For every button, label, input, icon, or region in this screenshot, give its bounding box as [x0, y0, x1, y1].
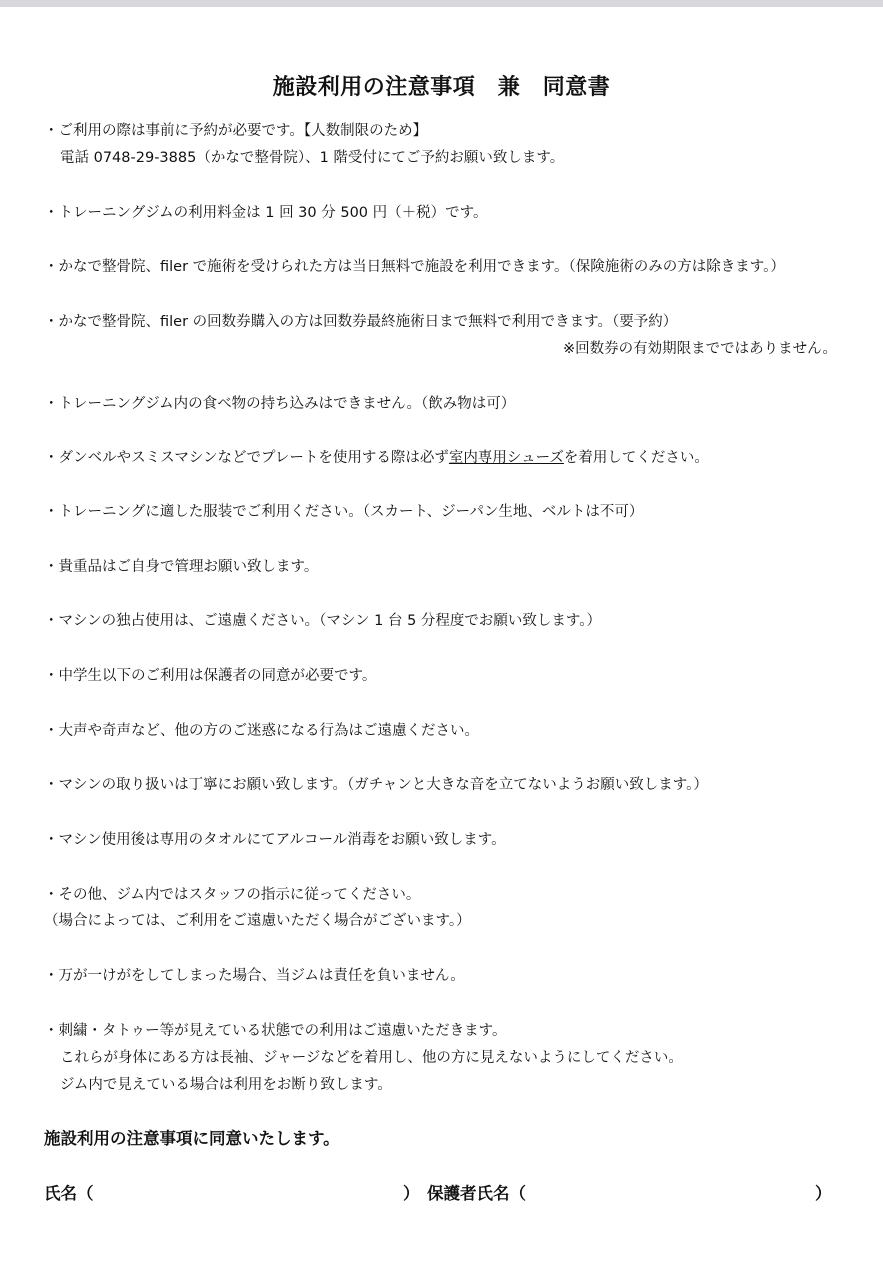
notice-shoes-before: ・ダンベルやスミスマシンなどでプレートを使用する際は必ず: [44, 450, 449, 466]
document-title: 施設利用の注意事項 兼 同意書: [272, 75, 611, 100]
notice-food: ・トレーニングジム内の食べ物の持ち込みはできません。（飲み物は可）: [44, 396, 516, 412]
notice-tattoo-cover: これらが身体にある方は長袖、ジャージなどを着用し、他の方に見えないようにしてください。: [60, 1050, 683, 1066]
notice-disinfect: ・マシン使用後は専用のタオルにてアルコール消毒をお願い致します。: [44, 832, 506, 848]
notice-minors: ・中学生以下のご利用は保護者の同意が必要です。: [44, 668, 377, 684]
notice-tattoo-refusal: ジム内で見えている場合は利用をお断り致します。: [60, 1077, 392, 1093]
notice-shoes-after: を着用してください。: [563, 450, 709, 466]
notice-staff: ・その他、ジム内ではスタッフの指示に従ってください。: [44, 887, 421, 903]
guardian-name-label: 保護者氏名（: [427, 1184, 526, 1203]
notice-valuables: ・貴重品はご自身で管理お願い致します。: [44, 559, 319, 575]
notice-injury: ・万が一けがをしてしまった場合、当ジムは責任を負いません。: [44, 968, 465, 984]
notice-staff-detail: （場合によっては、ご利用をご遠慮いただく場合がございます。）: [44, 913, 471, 929]
notice-machine-use: ・マシンの独占使用は、ご遠慮ください。（マシン 1 台 5 分程度でお願い致します。）: [44, 613, 601, 629]
notice-clothing: ・トレーニングに適した服装でご利用ください。（スカート、ジーパン生地、ベルトは不可）: [44, 504, 644, 520]
agreement-statement: 施設利用の注意事項に同意いたします。: [44, 1129, 340, 1148]
notice-reservation: ・ご利用の際は事前に予約が必要です。【人数制限のため】: [44, 123, 428, 139]
notice-fee: ・トレーニングジムの利用料金は 1 回 30 分 500 円（＋税）です。: [44, 205, 488, 221]
notice-coupon-note: ※回数券の有効期限までではありません。: [562, 341, 837, 357]
notice-tattoo: ・刺繍・タトゥー等が見えている状態での利用はご遠慮いただきます。: [44, 1023, 507, 1039]
name-label: 氏名（: [44, 1184, 94, 1203]
name-bracket-close: ）: [403, 1184, 420, 1203]
notice-coupon: ・かなで整骨院、filer の回数券購入の方は回数券最終施術日まで無料で利用できます。（要予約）: [44, 314, 678, 330]
notice-shoes: [44, 447, 709, 469]
notice-noise: ・大声や奇声など、他の方のご迷惑になる行為はご遠慮ください。: [44, 723, 479, 739]
notice-handling: ・マシンの取り扱いは丁寧にお願い致します。（ガチャンと大きな音を立てないようお願い致します。）: [44, 777, 708, 793]
guardian-bracket-close: ）: [815, 1184, 832, 1203]
notice-free-treatment: ・かなで整骨院、filer で施術を受けられた方は当日無料で施設を利用できます。（保険施術のみの方は除きます。）: [44, 259, 785, 275]
indoor-shoes-underlined: 室内専用シューズ: [448, 450, 564, 466]
page-top-edge: [0, 0, 883, 7]
notice-reservation-phone: 電話 0748-29-3885（かなで整骨院）、1 階受付にてご予約お願い致します。: [60, 150, 565, 166]
